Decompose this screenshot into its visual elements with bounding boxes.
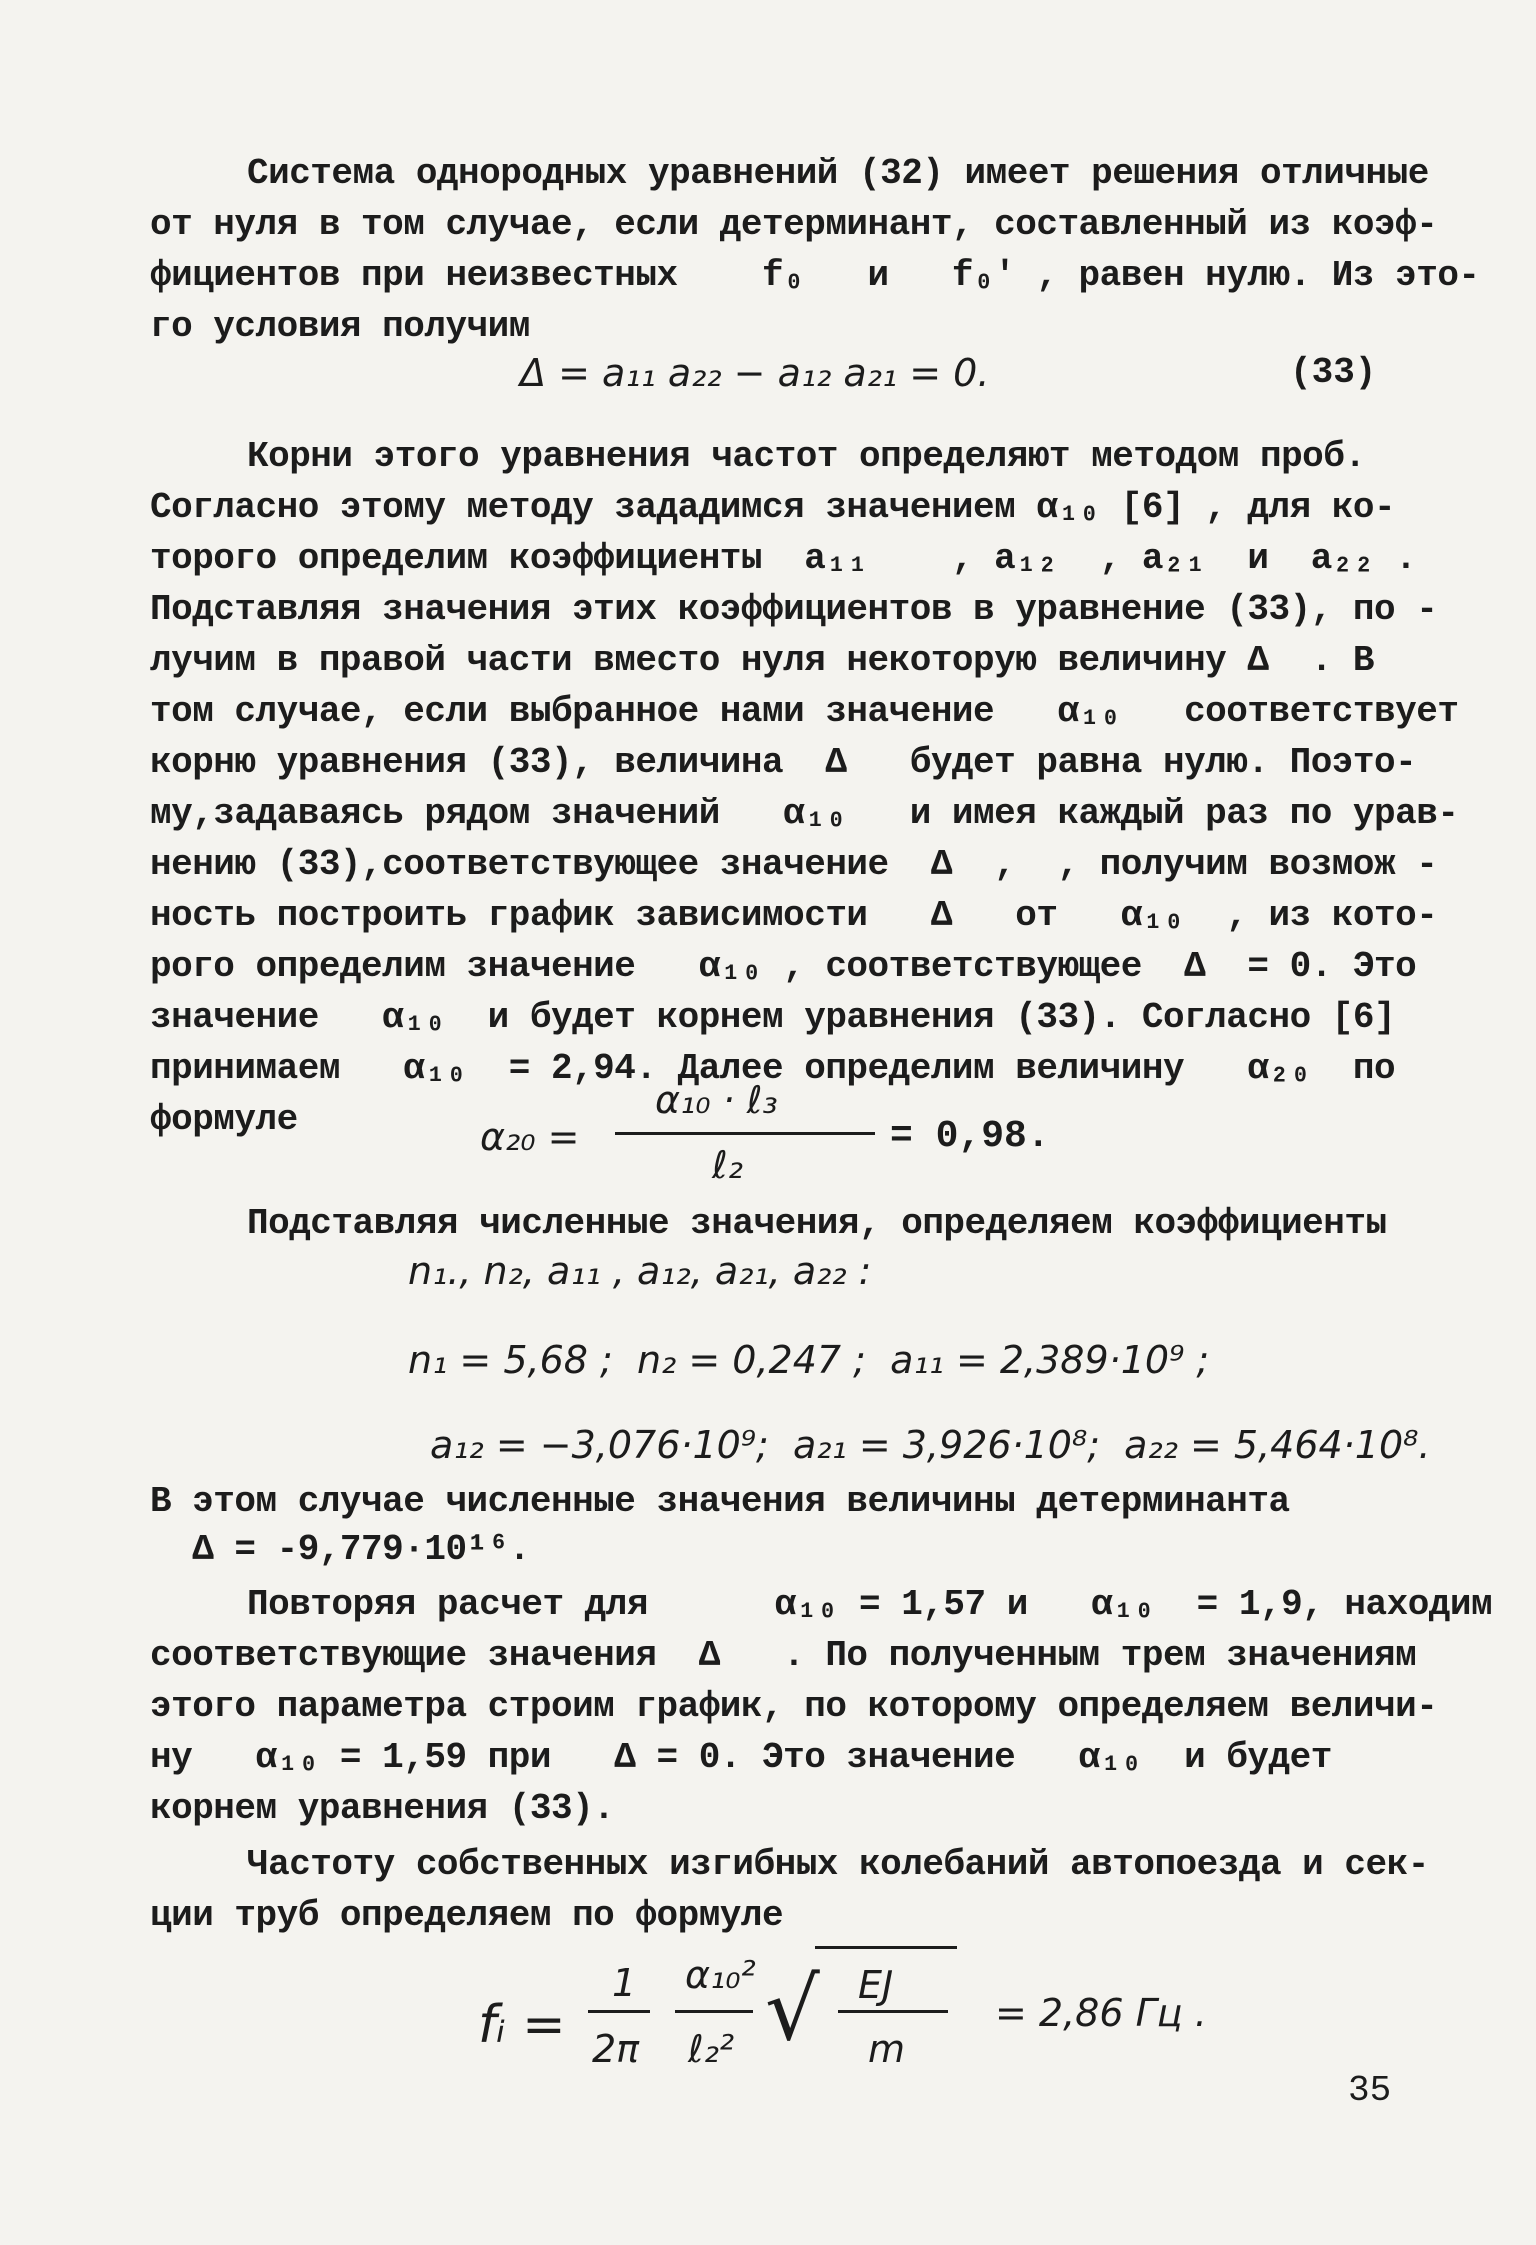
formula-fi-f2-denominator: ℓ₂² (688, 2027, 735, 2071)
fraction-bar (588, 2010, 650, 2013)
text-line: ции труб определяем по формуле (150, 1895, 784, 1936)
text-line: Частоту собственных изгибных колебаний автопоезда и сек- (247, 1844, 1429, 1885)
text-line: го условия получим (150, 306, 530, 347)
text-line: корнем уравнения (33). (150, 1788, 615, 1829)
text-line: Повторяя расчет для α₁₀ = 1,57 и α₁₀ = 1,9, находим (247, 1584, 1493, 1625)
sqrt-overline (815, 1946, 957, 1949)
text-line: Подставляя численные значения, определяем коэффициенты (247, 1203, 1387, 1244)
formula-a20-result: = 0,98. (890, 1115, 1050, 1158)
text-line: ну α₁₀ = 1,59 при Δ = 0. Это значение α₁₀ и будет (150, 1737, 1332, 1778)
formula-fi-lhs: fᵢ = (478, 1995, 566, 2055)
text-line: лучим в правой части вместо нуля некоторую величину Δ . В (150, 640, 1375, 681)
equation-number: (33) (1290, 352, 1377, 393)
formula-fi-f3-denominator: m (868, 2027, 906, 2071)
formula-a20-numerator: α₁₀ · ℓ₃ (655, 1078, 778, 1122)
text-line: В этом случае численные значения величины детерминанта (150, 1481, 1290, 1522)
page-number: 35 (1348, 2070, 1392, 2111)
text-line: Согласно этому методу зададимся значением α₁₀ [6] , для ко- (150, 487, 1396, 528)
formula-a20-lhs: α₂₀ = (480, 1115, 580, 1159)
fraction-bar (675, 2010, 753, 2013)
text-line: рого определим значение α₁₀ , соответствующее Δ = 0. Это (150, 946, 1417, 987)
text-line: соответствующие значения Δ . По полученным трем значениям (150, 1635, 1417, 1676)
text-line: том случае, если выбранное нами значение α₁₀ соответствует (150, 691, 1459, 732)
text-line: формуле (150, 1099, 298, 1140)
text-line: этого параметра строим график, по которому определяем величи- (150, 1686, 1438, 1727)
text-line: от нуля в том случае, если детерминант, составленный из коэф- (150, 204, 1438, 245)
text-line: торого определим коэффициенты a₁₁ , a₁₂ , a₂₁ и a₂₂ . (150, 538, 1417, 579)
formula-a20-denominator: ℓ₂ (712, 1143, 743, 1187)
formula-fi-f1-numerator: 1 (612, 1961, 637, 2005)
text-line: Система однородных уравнений (32) имеет решения отличные (247, 153, 1429, 194)
text-line: значение α₁₀ и будет корнем уравнения (33). Согласно [6] (150, 997, 1396, 1038)
coefficient-list: n₁., n₂, a₁₁ , a₁₂, a₂₁, a₂₂ : (408, 1249, 872, 1293)
text-line: принимаем α₁₀ = 2,94. Далее определим величину α₂₀ по (150, 1048, 1396, 1089)
text-line: му,задаваясь рядом значений α₁₀ и имея каждый раз по урав- (150, 793, 1459, 834)
fraction-bar (838, 2010, 948, 2013)
formula-fi-f3-numerator: EJ (858, 1963, 894, 2007)
text-line: нению (33),соответствующее значение Δ , , получим возмож - (150, 844, 1438, 885)
coefficient-values-2: a₁₂ = −3,076·10⁹; a₂₁ = 3,926·10⁸; a₂₂ = 5,464·10⁸. (430, 1423, 1431, 1467)
formula-fi-result: = 2,86 Гц . (995, 1991, 1207, 2035)
formula-fi-f2-numerator: α₁₀² (685, 1953, 756, 1997)
text-line: Корни этого уравнения частот определяют методом проб. (247, 436, 1366, 477)
text-line: корню уравнения (33), величина Δ будет равна нулю. Поэто- (150, 742, 1417, 783)
fraction-bar (615, 1132, 875, 1135)
text-line: ность построить график зависимости Δ от α₁₀ , из кото- (150, 895, 1438, 936)
text-line: Подставляя значения этих коэффициентов в уравнение (33), по - (150, 589, 1438, 630)
equation-33: Δ = a₁₁ a₂₂ − a₁₂ a₂₁ = 0. (520, 351, 990, 395)
text-line: фициентов при неизвестных f₀ и f₀′ , равен нулю. Из это- (150, 255, 1480, 296)
sqrt-icon: √ (765, 1960, 820, 2060)
text-line: Δ = -9,779·10¹⁶. (150, 1529, 530, 1570)
coefficient-values-1: n₁ = 5,68 ; n₂ = 0,247 ; a₁₁ = 2,389·10⁹ ; (408, 1338, 1210, 1382)
formula-fi-f1-denominator: 2π (592, 2027, 640, 2071)
